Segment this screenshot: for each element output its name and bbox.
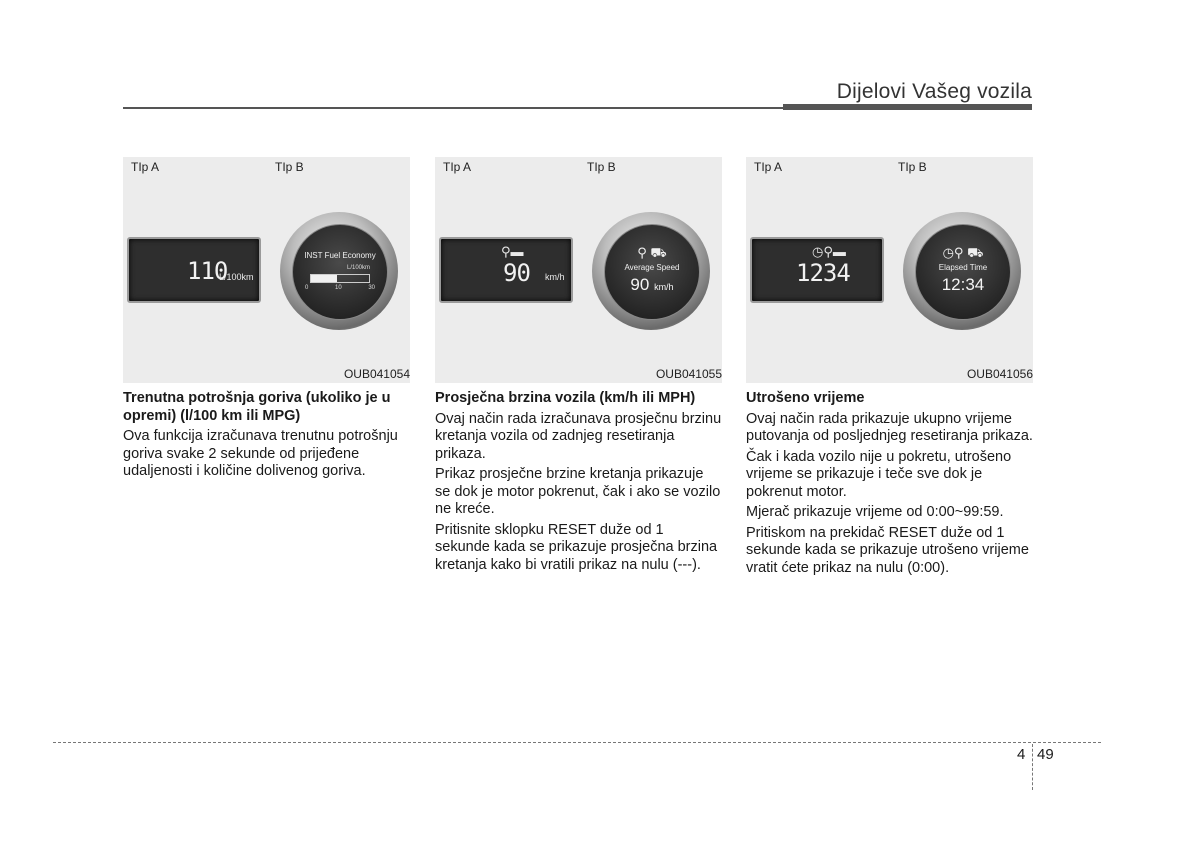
- gauge-unit: L/100km: [347, 265, 371, 271]
- page-header-title: Dijelovi Vašeg vozila: [836, 80, 1032, 103]
- section-heading: Prosječna brzina vozila (km/h ili MPH): [435, 390, 696, 406]
- clock-icon: ◷: [942, 245, 954, 260]
- section-paragraph: Ova funkcija izračunava trenutnu potrošnju goriva svake 2 sekunde od prijeđene udaljenosti i količine dolivenog goriva.: [123, 428, 398, 479]
- lcd-icons: [501, 244, 524, 260]
- section-paragraph: Pritisnite sklopku RESET duže od 1 sekunde kada se prikazuje prosječna brzina kretanja kako bi vratili prikaz na nulu (---).: [435, 521, 718, 573]
- gauge-display-type-b: [592, 212, 710, 330]
- header-rule-accent: [783, 104, 1032, 110]
- figure-instant-fuel-economy: [123, 157, 410, 383]
- fuel-economy-ticks: [305, 285, 375, 291]
- car-icon: ⛟: [967, 245, 984, 260]
- gauge-display-type-b: [280, 212, 398, 330]
- figure-code: OUB041056: [966, 367, 1033, 381]
- gauge-unit: km/h: [654, 282, 674, 292]
- lcd-icons: [812, 244, 846, 260]
- lcd-value: 110: [187, 257, 228, 285]
- section-paragraph: Ovaj način rada izračunava prosječnu brzinu kretanja vozila od zadnjeg resetiranja prikaza.: [435, 410, 722, 462]
- section-heading: Utrošeno vrijeme: [746, 390, 865, 406]
- lcd-value: 90: [503, 259, 530, 287]
- gauge-icons: [916, 245, 1010, 263]
- section-paragraph: Ovaj način rada prikazuje ukupno vrijeme putovanja od posljednjeg resetiranja prikaza.: [746, 410, 1033, 444]
- page-chapter-number: 4: [1017, 746, 1026, 763]
- gauge-value: 90: [630, 275, 650, 294]
- gauge-title: Average Speed: [624, 263, 680, 272]
- gauge-display-type-b: [903, 212, 1021, 330]
- lcd-display-type-a: [439, 237, 573, 303]
- figure-elapsed-time: [746, 157, 1033, 383]
- gauge-face: [915, 224, 1011, 320]
- figure-label-type-b: TIp B: [587, 160, 616, 174]
- figure-label-type-a: TIp A: [443, 160, 472, 174]
- figure-code: OUB041055: [655, 367, 722, 381]
- gauge-face: [604, 224, 700, 320]
- tick-label: 10: [334, 285, 342, 291]
- figure-label-type-a: TIp A: [754, 160, 783, 174]
- pin-icon: ⚲: [501, 244, 511, 259]
- footer-page-divider: [1032, 744, 1033, 790]
- column-elapsed-time: [746, 157, 1033, 580]
- pin-icon: ⚲: [823, 244, 833, 259]
- figure-average-speed: [435, 157, 722, 383]
- tick-label: 30: [368, 285, 375, 291]
- lcd-unit: L/100km: [219, 272, 254, 282]
- pin-icon: ⚲: [637, 245, 647, 260]
- clock-icon: ◷: [812, 244, 824, 259]
- section-paragraph: Mjerač prikazuje vrijeme od 0:00~99:59.: [746, 504, 1004, 520]
- column-instant-fuel-economy: [123, 157, 410, 484]
- figure-label-type-a: TIp A: [131, 160, 160, 174]
- car-icon: ▬: [832, 244, 846, 259]
- section-text: [123, 390, 410, 481]
- section-heading: Trenutna potrošnja goriva (ukoliko je u opremi) (l/100 km ili MPG): [123, 390, 391, 424]
- lcd-display-type-a: [750, 237, 884, 303]
- fuel-economy-bar-fill: [311, 275, 337, 282]
- gauge-value-line: [605, 275, 699, 295]
- section-paragraph: Prikaz prosječne brzine kretanja prikazuje se dok je motor pokrenut, čak i ako se vozilo ne kreće.: [435, 466, 721, 517]
- footer-divider: [53, 742, 1101, 743]
- figure-code: OUB041054: [343, 367, 410, 381]
- figure-label-type-b: TIp B: [898, 160, 927, 174]
- page-number: 49: [1037, 746, 1054, 763]
- header-rule: [123, 107, 783, 109]
- tick-label: 0: [305, 285, 309, 291]
- column-average-speed: [435, 157, 722, 577]
- section-text: [746, 390, 1033, 577]
- section-paragraph: Pritiskom na prekidač RESET duže od 1 sekunde kada se prikazuje utrošeno vrijeme vratit ćete prikaz na nulu (0:00).: [746, 524, 1029, 576]
- gauge-title: Elapsed Time: [938, 263, 988, 272]
- car-icon: ▬: [510, 244, 524, 259]
- gauge-icons: [605, 245, 699, 263]
- gauge-value: 12:34: [941, 275, 985, 294]
- gauge-face: [292, 224, 388, 320]
- gauge-title: INST Fuel Economy: [304, 251, 376, 260]
- lcd-display-type-a: [127, 237, 261, 303]
- fuel-economy-bar: [310, 274, 370, 283]
- section-paragraph: Čak i kada vozilo nije u pokretu, utrošeno vrijeme se prikazuje i teče sve dok je pokrenut motor.: [746, 448, 1012, 500]
- pin-icon: ⚲: [953, 245, 964, 260]
- figure-label-type-b: TIp B: [275, 160, 304, 174]
- lcd-unit: km/h: [545, 272, 565, 282]
- section-text: [435, 390, 722, 574]
- lcd-value: 1234: [796, 259, 850, 287]
- car-icon: ⛟: [650, 245, 667, 260]
